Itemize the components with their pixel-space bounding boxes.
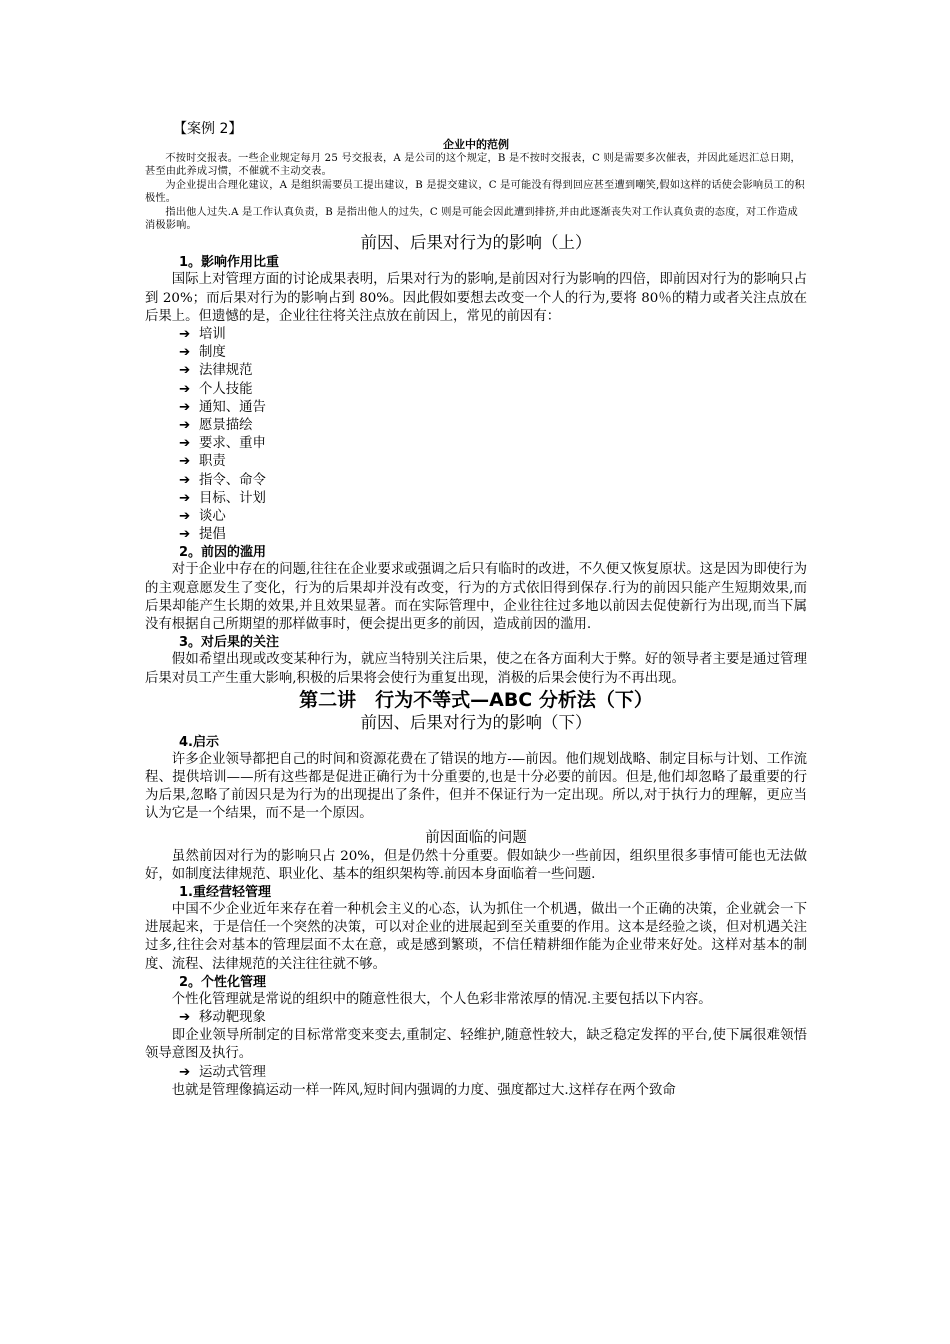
list-item: ➔ 目标、计划 bbox=[179, 490, 807, 508]
case-title: 企业中的范例 bbox=[443, 138, 509, 151]
list-item: ➔ 制度 bbox=[179, 344, 807, 362]
list-item: ➔ 愿景描绘 bbox=[179, 417, 807, 435]
list-item: ➔ 个人技能 bbox=[179, 381, 807, 399]
antecedent-list bbox=[145, 326, 807, 544]
arrow-right-icon: ➔ bbox=[179, 327, 191, 343]
list-item: ➔ 通知、通告 bbox=[179, 399, 807, 417]
bullet-list bbox=[145, 1064, 807, 1082]
list-item: ➔ 法律规范 bbox=[179, 362, 807, 380]
arrow-right-icon: ➔ bbox=[179, 399, 191, 415]
arrow-right-icon: ➔ bbox=[179, 418, 191, 434]
arrow-right-icon: ➔ bbox=[179, 490, 191, 506]
subheading: 2。前因的滥用 bbox=[179, 545, 267, 561]
case-paragraph: 指出他人过失.A 是工作认真负责，B 是指出他人的过失，C 则是可能会因此遭到排挤,并由此逐渐丧失对工作认真负责的态度，对工作造成消极影响。 bbox=[145, 206, 798, 232]
paragraph: 即企业领导所制定的目标常常变来变去,重制定、轻维护,随意性较大，缺乏稳定发挥的平台,使下属很难领悟领导意图及执行。 bbox=[145, 1028, 807, 1062]
arrow-right-icon: ➔ bbox=[179, 1064, 191, 1080]
subheading: 1。影响作用比重 bbox=[179, 255, 280, 271]
subheading: 4.启示 bbox=[179, 734, 219, 750]
section-heading: 前因、后果对行为的影响（上） bbox=[360, 233, 592, 253]
arrow-right-icon: ➔ bbox=[179, 381, 191, 397]
paragraph: 也就是管理像搞运动一样一阵风,短时间内强调的力度、强度都过大.这样存在两个致命 bbox=[171, 1082, 676, 1098]
document-page bbox=[145, 120, 807, 1100]
arrow-right-icon: ➔ bbox=[179, 1009, 191, 1025]
paragraph: 个性化管理就是常说的组织中的随意性很大，个人色彩非常浓厚的情况.主要包括以下内容。 bbox=[171, 991, 712, 1007]
subheading: 3。对后果的关注 bbox=[179, 635, 280, 651]
list-item: ➔ 移动靶现象 bbox=[179, 1009, 807, 1027]
case-paragraph: 为企业提出合理化建议，A 是组织需要员工提出建议，B 是提交建议，C 是可能没有得到回应甚至遭到嘲笑,假如这样的话使会影响员工的积极性。 bbox=[145, 179, 805, 205]
list-item: ➔ 提倡 bbox=[179, 526, 807, 544]
arrow-right-icon: ➔ bbox=[179, 436, 191, 452]
paragraph: 中国不少企业近年来存在着一种机会主义的心态，认为抓住一个机遇，做出一个正确的决策，企业就会一下进展起来，于是信任一个突然的决策，可以对企业的进展起到至关重要的作用。这本是经验之谈，但对机遇关注过多,往往会对基本的管理层面不太在意，或是感到繁琐，不信任精耕细作能为企业带来好处。这样对基本的制度、流程、法律规范的关注往往就不够。 bbox=[145, 901, 807, 972]
arrow-right-icon: ➔ bbox=[179, 527, 191, 543]
lecture-title: 第二讲 行为不等式—ABC 分析法（下） bbox=[299, 688, 653, 711]
case-paragraph: 不按时交报表。一些企业规定每月 25 号交报表，A 是公司的这个规定，B 是不按时交报表，C 则是需要多次催表，并因此延迟汇总日期，甚至由此养成习惯，不催就不主动交表。 bbox=[145, 153, 801, 178]
paragraph: 国际上对管理方面的讨论成果表明，后果对行为的影响,是前因对行为影响的四倍，即前因对行为的影响只占到 20%；而后果对行为的影响占到 80%。因此假如要想去改变一个人的行为,要将 80％的精力或者关注点放在后果上。但遗憾的是，企业往往将关注点放在前因上，常见的前因有： bbox=[145, 272, 807, 324]
arrow-right-icon: ➔ bbox=[179, 454, 191, 470]
paragraph: 假如希望出现或改变某种行为，就应当特别关注后果，使之在各方面利大于弊。好的领导者主要是通过管理后果对员工产生重大影响,积极的后果将会使行为重复出现，消极的后果会使行为不再出现。 bbox=[145, 652, 807, 686]
subheading: 1.重经营轻管理 bbox=[179, 884, 271, 900]
section-heading: 前因面临的问题 bbox=[425, 829, 527, 846]
paragraph: 许多企业领导都把自己的时间和资源花费在了错误的地方-—前因。他们规划战略、制定目标与计划、工作流程、提供培训——所有这些都是促进正确行为十分重要的,也是十分必要的前因。但是,他们却忽略了最重要的行为后果,忽略了前因只是为行为的出现提出了条件，但并不保证行为一定出现。所以,对于执行力的理解，更应当认为它是一个结果，而不是一个原因。 bbox=[145, 751, 807, 822]
list-item: ➔ 谈心 bbox=[179, 508, 807, 526]
paragraph: 对于企业中存在的问题,往往在企业要求或强调之后只有临时的改进，不久便又恢复原状。这是因为即使行为的主观意愿发生了变化，行为的后果却并没有改变，行为的方式依旧得到保存.行为的前因只能产生短期效果,而后果却能产生长期的效果,并且效果显著。而在实际管理中，企业往往过多地以前因去促使新行为出现,而当下属没有根据自己所期望的那样做事时，便会提出更多的前因，造成前因的滥用. bbox=[145, 562, 807, 633]
subheading: 2。个性化管理 bbox=[179, 974, 267, 990]
arrow-right-icon: ➔ bbox=[179, 345, 191, 361]
list-item: ➔ 要求、重申 bbox=[179, 435, 807, 453]
case-label: 【案例 2】 bbox=[173, 121, 243, 137]
list-item: ➔ 运动式管理 bbox=[179, 1064, 807, 1082]
paragraph: 虽然前因对行为的影响只占 20%，但是仍然十分重要。假如缺少一些前因，组织里很多事情可能也无法做好，如制度法律规范、职业化、基本的组织架构等.前因本身面临着一些问题. bbox=[145, 848, 807, 882]
section-heading: 前因、后果对行为的影响（下） bbox=[360, 712, 592, 732]
arrow-right-icon: ➔ bbox=[179, 472, 191, 488]
arrow-right-icon: ➔ bbox=[179, 509, 191, 525]
arrow-right-icon: ➔ bbox=[179, 363, 191, 379]
list-item: ➔ 职责 bbox=[179, 453, 807, 471]
list-item: ➔ 培训 bbox=[179, 326, 807, 344]
bullet-list bbox=[145, 1009, 807, 1027]
list-item: ➔ 指令、命令 bbox=[179, 472, 807, 490]
